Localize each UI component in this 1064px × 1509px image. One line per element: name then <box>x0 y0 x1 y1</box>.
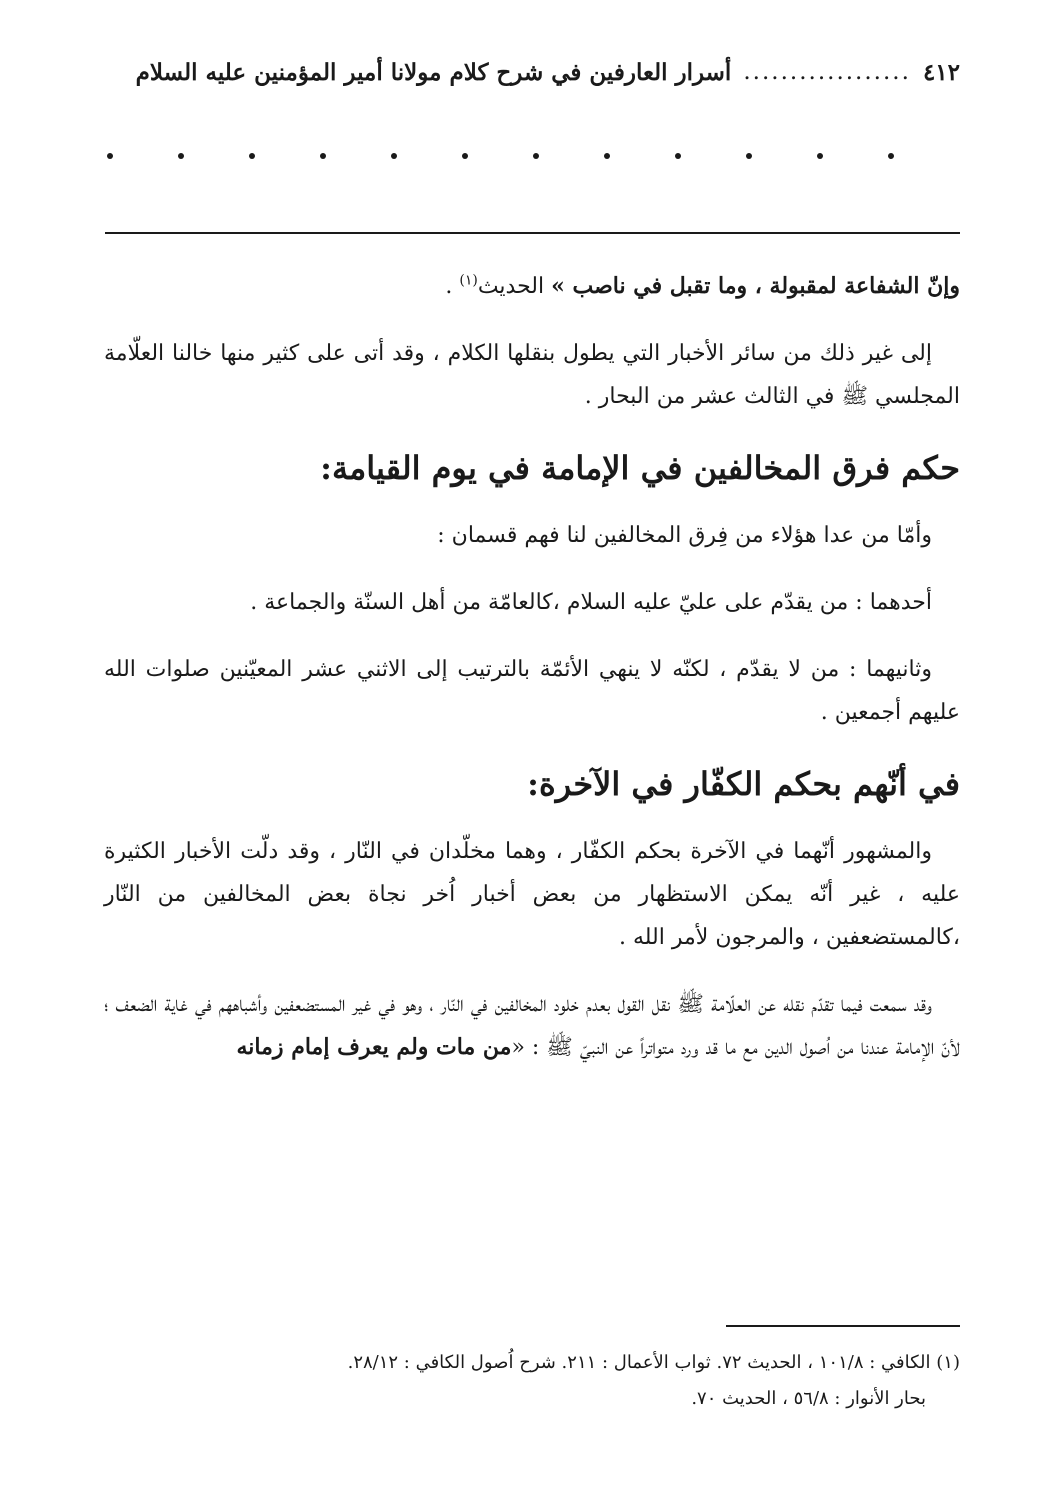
paragraph-text: وقد سمعت فيما تقدّم نقله عن العلّامة ﷺ نقل القول بعدم خلود المخالفين في النّار ، وهو في غير المستضعفين وأشباههم في غاية الضعف ؛ لأنّ الإمامة عندنا من اُصول الدين مع ما قد ورد متواتراً عن النبيّ ﷺ : « <box>104 992 960 1060</box>
footnote-line: (١) الكافي : ١٠١/٨ ، الحديث ٧٢. ثواب الأعمال : ٢١١. شرح اُصول الكافي : ٢٨/١٢. <box>347 1352 960 1373</box>
continuation-tail-text: الحديث <box>477 274 552 299</box>
separator-dot <box>675 153 681 159</box>
footnote-line: بحار الأنوار : ٥٦/٨ ، الحديث ٧٠. <box>691 1388 926 1409</box>
continuation-paragraph <box>104 265 960 308</box>
separator-dot <box>178 153 184 159</box>
separator-dot <box>391 153 397 159</box>
separator-dot <box>249 153 255 159</box>
separator-dot <box>817 153 823 159</box>
header-leader-dots: .................. <box>743 59 911 85</box>
separator-dot <box>604 153 610 159</box>
separator-dot <box>888 153 894 159</box>
paragraph: وثانيهما : من لا يقدّم ، لكنّه لا ينهي الأئمّة بالترتيب إلى الاثني عشر المعيّنين صلوات الله عليهم أجمعين . <box>104 657 960 725</box>
footnote-rule <box>726 1325 960 1327</box>
top-rule <box>105 232 960 234</box>
footnote-reference[interactable]: (١) <box>459 272 478 289</box>
body-text <box>104 265 960 1093</box>
paragraph: إلى غير ذلك من سائر الأخبار التي يطول بنقلها الكلام ، وقد أتى على كثير منها خالنا العلّامة المجلسي ﷺ في الثالث عشر من البحار . <box>104 341 960 409</box>
paragraph: وأمّا من عدا هؤلاء من فِرق المخالفين لنا فهم قسمان : <box>437 523 932 548</box>
hadith-quote-bold: من مات ولم يعرف إمام زمانه <box>236 1034 512 1060</box>
separator-dot <box>320 153 326 159</box>
section-heading: في أنّهم بحكم الكفّار في الآخرة: <box>527 765 960 803</box>
paragraph: والمشهور أنّهما في الآخرة بحكم الكفّار ، وهما مخلّدان في النّار ، وقد دلّت الأخبار الكثيرة عليه ، غير أنّه يمكن الاستظهار من بعض أخبار اُخر نجاة بعض المخالفين من النّار ،كالمستضعفين ، والمرجون لأمر الله . <box>104 839 960 950</box>
running-header <box>104 52 960 92</box>
paragraph: أحدهما : من يقدّم على عليّ عليه السلام ،كالعامّة من أهل السنّة والجماعة . <box>250 590 932 615</box>
paragraph <box>104 983 960 1069</box>
separator-dot <box>462 153 468 159</box>
continuation-end: . <box>445 274 460 299</box>
footnotes <box>104 1345 960 1417</box>
separator-dot <box>746 153 752 159</box>
page-number: ٤١٢ <box>922 58 960 86</box>
section-heading: حكم فرق المخالفين في الإمامة في يوم القيامة: <box>320 449 960 487</box>
separator-dots <box>105 135 894 175</box>
book-title: أسرار العارفين في شرح كلام مولانا أمير المؤمنين عليه السلام <box>135 58 732 86</box>
separator-dot <box>107 153 113 159</box>
separator-dot <box>533 153 539 159</box>
continuation-bold-text: وإنّ الشفاعة لمقبولة ، وما تقبل في ناصب » <box>551 273 960 299</box>
